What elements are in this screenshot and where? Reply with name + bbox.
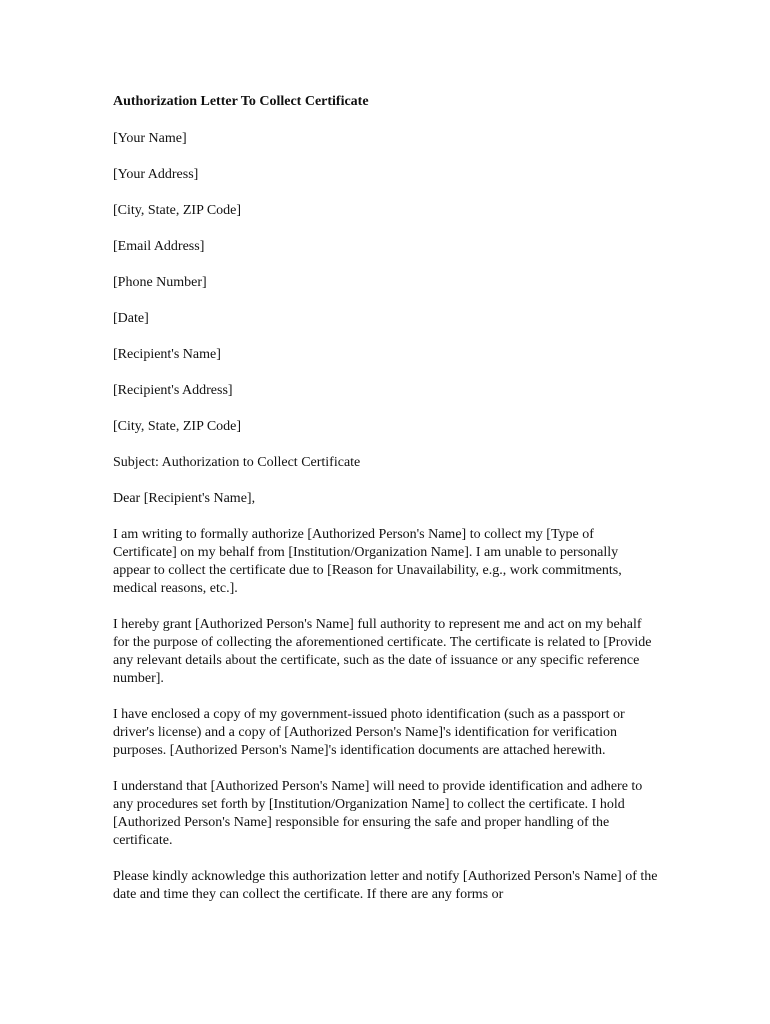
sender-name: [Your Name] xyxy=(113,131,187,146)
sender-phone: [Phone Number] xyxy=(113,275,207,290)
body-paragraph: I understand that [Authorized Person's Name] will need to provide identification and adhere to any procedures set forth by [Institution/Organization Name] to collect the certificate. I hold [Authorized Person's Name] responsible for ensuring the safe and proper handling of the certificate. xyxy=(113,779,643,848)
body-paragraph: I hereby grant [Authorized Person's Name] full authority to represent me and act on my behalf for the purpose of collecting the aforementioned certificate. The certificate is related to [Provide any relevant details about the certificate, such as the date of issuance or any specific reference number]. xyxy=(113,617,652,686)
sender-email: [Email Address] xyxy=(113,239,205,254)
body-paragraph: I am writing to formally authorize [Authorized Person's Name] to collect my [Type of Certificate] on my behalf from [Institution/Organization Name]. I am unable to personally appear to collect the certificate due to [Reason for Unavailability, e.g., work commitments, medical reasons, etc.]. xyxy=(113,527,622,596)
letter-subject: Subject: Authorization to Collect Certificate xyxy=(113,455,361,470)
body-paragraph: I have enclosed a copy of my government-issued photo identification (such as a passport or driver's license) and a copy of [Authorized Person's Name]'s identification for verification purposes. [Authorized Person's Name]'s identification documents are attached herewith. xyxy=(113,707,625,758)
body-paragraph: Please kindly acknowledge this authorization letter and notify [Authorized Person's Name] of the date and time they can collect the certificate. If there are any forms or xyxy=(113,869,658,902)
recipient-city-state-zip: [City, State, ZIP Code] xyxy=(113,419,242,434)
letter-salutation: Dear [Recipient's Name], xyxy=(113,491,256,506)
letter-page xyxy=(113,92,658,922)
recipient-address: [Recipient's Address] xyxy=(113,383,233,398)
letter-date: [Date] xyxy=(113,311,149,326)
recipient-name: [Recipient's Name] xyxy=(113,347,221,362)
letter-title: Authorization Letter To Collect Certificate xyxy=(113,94,369,109)
sender-address: [Your Address] xyxy=(113,167,199,182)
sender-city-state-zip: [City, State, ZIP Code] xyxy=(113,203,242,218)
